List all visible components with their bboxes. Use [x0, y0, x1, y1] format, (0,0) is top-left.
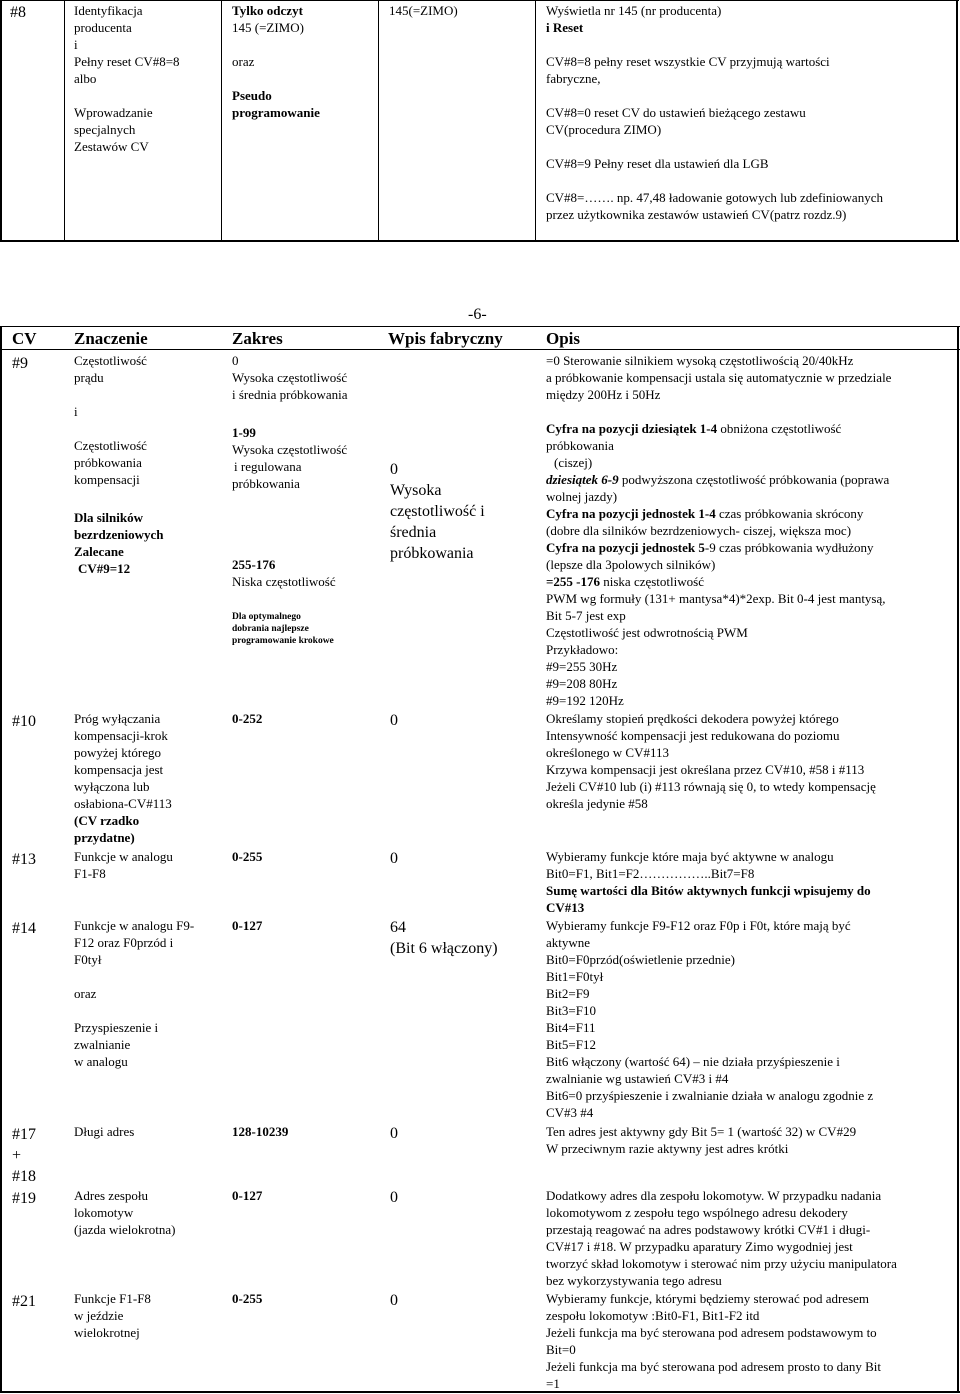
meaning-line: bezrdzeniowych — [74, 527, 164, 542]
range-value: 0-255 — [232, 1291, 263, 1306]
desc-line: Bit2=F9 — [546, 986, 590, 1001]
default-value: 0 — [390, 1292, 398, 1309]
meaning-line: powyżej którego — [74, 745, 162, 760]
desc-line: aktywne — [546, 935, 591, 950]
desc-line: Częstotliwość jest odwrotnością PWM — [546, 625, 748, 640]
meaning-line: CV#9=12 — [78, 561, 131, 576]
default-value: 145(=ZIMO) — [389, 3, 458, 18]
desc-line: Bit0=F0przód(oświetlenie przednie) — [546, 952, 735, 967]
range-value: 0-255 — [232, 849, 263, 864]
desc-line: określa jedynie #58 — [546, 796, 648, 811]
desc-line: Wyświetla nr 145 (nr producenta) — [546, 3, 722, 18]
range-note: Dla optymalnego — [232, 612, 301, 622]
desc-line: lokomotywom z zespołu tego wspólnego adresu dekodery — [546, 1205, 848, 1220]
meaning-line: Przyspieszenie i — [74, 1020, 159, 1035]
desc-line — [546, 539, 873, 556]
page-number: -6- — [468, 306, 487, 323]
cv-number: #17 — [12, 1126, 36, 1143]
border — [957, 326, 959, 1393]
meaning-line: i — [74, 37, 78, 52]
range-value: 0-127 — [232, 1188, 263, 1203]
meaning-line: w jeździe — [74, 1308, 124, 1323]
meaning-line: wielokrotnej — [74, 1325, 140, 1340]
desc-line: (lepsze dla 3polowych silników) — [546, 557, 716, 572]
desc-emphasis: =255 -176 — [546, 574, 600, 589]
meaning-line: zwalnianie — [74, 1037, 131, 1052]
range-line: i regulowana — [234, 459, 302, 474]
meaning-line: lokomotyw — [74, 1205, 134, 1220]
desc-line: (dobre dla silników bezrdzeniowych- ciszej, większa moc) — [546, 523, 852, 538]
desc-emphasis: Cyfra na pozycji jednostek 5 — [546, 540, 705, 555]
cv-number: #18 — [12, 1168, 36, 1185]
desc-line: CV#13 — [546, 900, 585, 915]
meaning-line: specjalnych — [74, 122, 136, 137]
cv-number: #9 — [12, 355, 28, 372]
meaning-line: albo — [74, 71, 97, 86]
desc-line: Ten adres jest aktywny gdy Bit 5= 1 (wartość 32) w CV#29 — [546, 1124, 857, 1139]
desc-text: obniżona częstotliwość — [717, 421, 842, 436]
meaning-line: (CV rzadko — [74, 813, 140, 828]
desc-line: Bit3=F10 — [546, 1003, 596, 1018]
desc-line: Bit 5-7 jest exp — [546, 608, 626, 623]
meaning-line: i — [74, 404, 78, 419]
default-value: 0 — [390, 712, 398, 729]
border — [0, 326, 2, 1393]
meaning-line: (jazda wielokrotna) — [74, 1222, 176, 1237]
range-line: oraz — [232, 54, 255, 69]
meaning-line: Wprowadzanie — [74, 105, 153, 120]
cv-number: #10 — [12, 713, 36, 730]
desc-line: Wybieramy funkcje które maja być aktywne w analogu — [546, 849, 834, 864]
meaning-line: Funkcje w analogu F9- — [74, 918, 195, 933]
meaning-line: prądu — [74, 370, 104, 385]
meaning-line: Zalecane — [74, 544, 124, 559]
desc-emphasis: Cyfra na pozycji dziesiątek 1-4 — [546, 421, 718, 436]
desc-line: Jeżeli funkcja ma być sterowana pod adresem prosto to dany Bit — [546, 1359, 882, 1374]
meaning-line: Próg wyłączania — [74, 711, 161, 726]
range-line: 255-176 — [232, 557, 276, 572]
range-value: 0-127 — [232, 918, 263, 933]
meaning-line: przydatne) — [74, 830, 135, 845]
border — [0, 326, 960, 327]
border — [221, 0, 222, 242]
default-line: (Bit 6 włączony) — [390, 940, 498, 957]
desc-line: Intensywność kompensacji jest redukowana do poziomu — [546, 728, 840, 743]
border — [0, 1391, 960, 1393]
meaning-line: Częstotliwość — [74, 438, 147, 453]
desc-line — [546, 505, 863, 522]
desc-line: #9=208 80Hz — [546, 676, 618, 691]
range-line: Niska częstotliwość — [232, 574, 336, 589]
meaning-line: w analogu — [74, 1054, 128, 1069]
border — [535, 0, 536, 242]
cv-number: #13 — [12, 851, 36, 868]
desc-line: CV#8=8 pełny reset wszystkie CV przyjmują wartości — [546, 54, 830, 69]
desc-line — [546, 420, 841, 437]
range-line: Tylko odczyt — [232, 3, 303, 18]
desc-line: określonego w CV#113 — [546, 745, 670, 760]
desc-line: Bit0=F1, Bit1=F2……………..Bit7=F8 — [546, 866, 755, 881]
meaning-line: Pełny reset CV#8=8 — [74, 54, 180, 69]
range-line: Pseudo — [232, 88, 272, 103]
header-default: Wpis fabryczny — [388, 329, 503, 348]
default-line: średnia — [390, 524, 437, 541]
desc-line: tworzyć skład lokomotyw i sterować nim przy użyciu manipulatora — [546, 1256, 897, 1271]
desc-line: przestają reagować na adres podstawowy krótki CV#1 i długi- — [546, 1222, 871, 1237]
meaning-line: Długi adres — [74, 1124, 135, 1139]
meaning-line: kompensacja jest — [74, 762, 164, 777]
desc-line: #9=255 30Hz — [546, 659, 618, 674]
desc-line: (ciszej) — [554, 455, 593, 470]
desc-line: przez użytkownika zestawów ustawień CV(patrz rozdz.9) — [546, 207, 847, 222]
desc-text: niska częstotliwość — [600, 574, 704, 589]
range-line: 0 — [232, 353, 239, 368]
cv-number: #14 — [12, 920, 36, 937]
desc-text: podwyższona częstotliwość próbkowania (poprawa — [618, 472, 890, 487]
meaning-line: Identyfikacja — [74, 3, 143, 18]
range-line: 1-99 — [232, 425, 256, 440]
default-line: próbkowania — [390, 545, 474, 562]
range-line: 145 (=ZIMO) — [232, 20, 304, 35]
meaning-line: producenta — [74, 20, 132, 35]
desc-line: Określamy stopień prędkości dekodera powyżej którego — [546, 711, 839, 726]
desc-line: i Reset — [546, 20, 584, 35]
meaning-line: Funkcje F1-F8 — [74, 1291, 151, 1306]
default-line: 0 — [390, 461, 398, 478]
meaning-line: Dla silników — [74, 510, 143, 525]
range-value: 128-10239 — [232, 1124, 289, 1139]
desc-line: próbkowania — [546, 438, 614, 453]
desc-text: czas próbkowania skrócony — [715, 506, 864, 521]
desc-line: CV#3 #4 — [546, 1105, 594, 1120]
border — [378, 0, 379, 242]
cv-number: #19 — [12, 1190, 36, 1207]
range-value: 0-252 — [232, 711, 263, 726]
desc-text: -9 czas próbkowania wydłużony — [704, 540, 874, 555]
range-line: Wysoka częstotliwość — [232, 442, 348, 457]
desc-line: Krzywa kompensacji jest określana przez CV#10, #58 i #113 — [546, 762, 865, 777]
desc-line: CV(procedura ZIMO) — [546, 122, 662, 137]
header-meaning: Znaczenie — [74, 329, 148, 348]
desc-line — [546, 573, 704, 590]
desc-line: Sumę wartości dla Bitów aktywnych funkcji wpisujemy do — [546, 883, 871, 898]
border — [0, 0, 2, 242]
meaning-line: wyłączona lub — [74, 779, 150, 794]
default-value: 0 — [390, 850, 398, 867]
desc-line: Wybieramy funkcje F9-F12 oraz F0p i F0t, które mają być — [546, 918, 851, 933]
desc-line: Jeżeli funkcja ma być sterowana pod adresem podstawowym to — [546, 1325, 877, 1340]
meaning-line: próbkowania — [74, 455, 142, 470]
range-line: Wysoka częstotliwość — [232, 370, 348, 385]
border — [0, 349, 960, 350]
desc-line: zwalnianie wg ustawień CV#3 i #4 — [546, 1071, 729, 1086]
desc-line: Dodatkowy adres dla zespołu lokomotyw. W przypadku nadania — [546, 1188, 882, 1203]
desc-line: =1 — [546, 1376, 560, 1391]
meaning-line: Funkcje w analogu — [74, 849, 173, 864]
cv-number: #8 — [10, 4, 26, 21]
desc-line: Wybieramy funkcje, którymi będziemy sterować pod adresem — [546, 1291, 870, 1306]
desc-line: CV#8=0 reset CV do ustawień bieżącego zestawu — [546, 105, 806, 120]
meaning-line: Częstotliwość — [74, 353, 147, 368]
desc-line: zespołu lokomotyw :Bit0-F1, Bit1-F2 itd — [546, 1308, 760, 1323]
range-line: programowanie — [232, 105, 320, 120]
default-line: 64 — [390, 919, 406, 936]
header-cv: CV — [12, 329, 37, 348]
border — [0, 0, 959, 1]
desc-emphasis: dziesiątek 6-9 — [546, 472, 619, 487]
desc-line: Bit4=F11 — [546, 1020, 596, 1035]
meaning-line: Zestawów CV — [74, 139, 149, 154]
desc-line: CV#8=9 Pełny reset dla ustawień dla LGB — [546, 156, 769, 171]
desc-emphasis: Cyfra na pozycji jednostek 1-4 — [546, 506, 716, 521]
header-range: Zakres — [232, 329, 283, 348]
desc-line: Jeżeli CV#10 lub (i) #113 równają się 0, to wtedy kompensację — [546, 779, 876, 794]
default-line: częstotliwość i — [390, 503, 485, 520]
default-line: Wysoka — [390, 482, 442, 499]
default-value: 0 — [390, 1125, 398, 1142]
desc-line: bez wykorzystywania tego adresu — [546, 1273, 722, 1288]
default-value: 0 — [390, 1189, 398, 1206]
meaning-line: kompensacji — [74, 472, 140, 487]
border — [0, 240, 959, 242]
desc-line: CV#17 i #18. W przypadku aparatury Zimo wygodniej jest — [546, 1239, 853, 1254]
desc-line: a próbkowanie kompensacji ustala się automatycznie w przedziale — [546, 370, 892, 385]
desc-line: PWM wg formuły (131+ mantysa*4)*2exp. Bit 0-4 jest mantysą, — [546, 591, 886, 606]
header-description: Opis — [546, 329, 581, 348]
desc-line: =0 Sterowanie silnikiem wysoką częstotliwością 20/40kHz — [546, 353, 854, 368]
desc-line: między 200Hz i 50Hz — [546, 387, 661, 402]
meaning-line: oraz — [74, 986, 97, 1001]
meaning-line: F12 oraz F0przód i — [74, 935, 174, 950]
desc-line: Bit6=0 przyśpieszenie i zwalnianie działa w analogu zgodnie z — [546, 1088, 874, 1103]
cv-number: #21 — [12, 1293, 36, 1310]
desc-line — [546, 471, 889, 488]
meaning-line: osłabiona-CV#113 — [74, 796, 172, 811]
range-line: próbkowania — [232, 476, 300, 491]
range-note: dobrania najlepsze — [232, 624, 309, 634]
range-line: i średnia próbkowania — [232, 387, 348, 402]
range-note: programowanie krokowe — [232, 636, 334, 646]
desc-line: Bit5=F12 — [546, 1037, 596, 1052]
desc-line: Bit=0 — [546, 1342, 576, 1357]
desc-line: #9=192 120Hz — [546, 693, 624, 708]
desc-line: fabryczne, — [546, 71, 601, 86]
meaning-line: F0tył — [74, 952, 102, 967]
meaning-line: kompensacji-krok — [74, 728, 168, 743]
desc-line: Przykładowo: — [546, 642, 619, 657]
desc-line: wolnej jazdy) — [546, 489, 618, 504]
border — [956, 0, 958, 242]
border — [64, 0, 65, 242]
desc-line: Bit1=F0tył — [546, 969, 604, 984]
cv-number: + — [12, 1147, 22, 1164]
meaning-line: F1-F8 — [74, 866, 106, 881]
desc-line: CV#8=……. np. 47,48 ładowanie gotowych lub zdefiniowanych — [546, 190, 883, 205]
desc-line: W przeciwnym razie aktywny jest adres krótki — [546, 1141, 789, 1156]
meaning-line: Adres zespołu — [74, 1188, 149, 1203]
desc-line: Bit6 włączony (wartość 64) – nie działa przyśpieszenie i — [546, 1054, 840, 1069]
